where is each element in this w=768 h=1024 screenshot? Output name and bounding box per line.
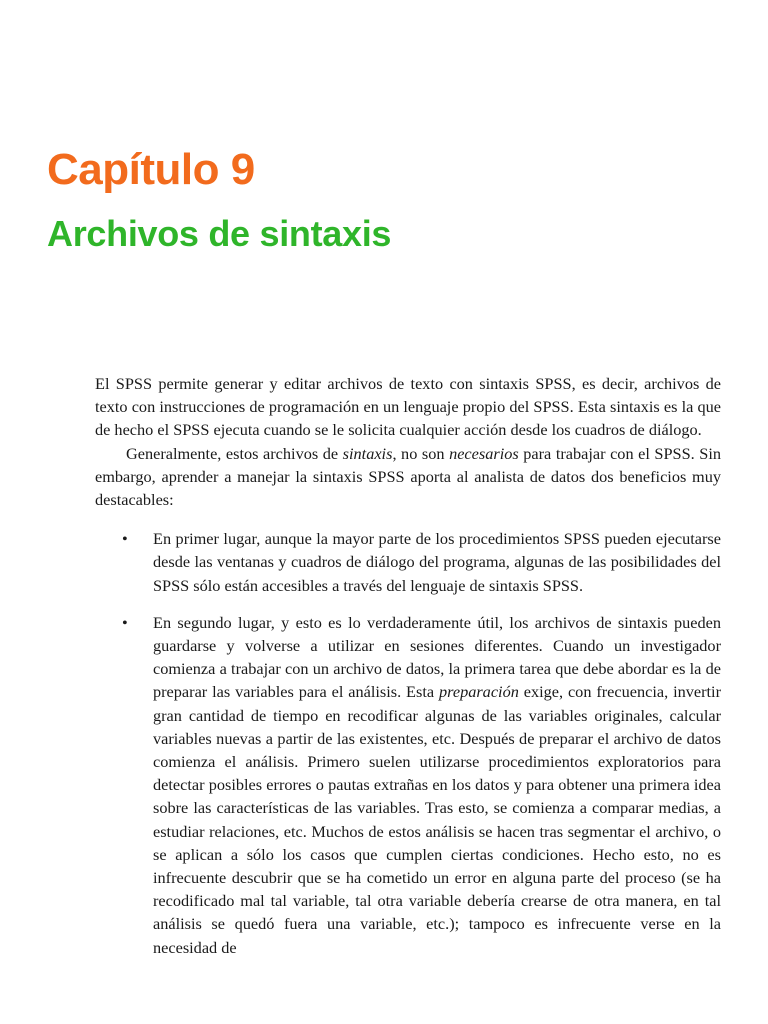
bullet-icon: • bbox=[122, 612, 128, 632]
list-item-text: En primer lugar, aunque la mayor parte de los procedimientos SPSS pueden ejecutarse desde las ventanas y cuadros de diálogo del programa, algunas de las posibilidades del SPSS sólo están accesibles a través del lenguaje de sintaxis SPSS. bbox=[153, 529, 721, 595]
list-item-text-2: exige, con frecuencia, invertir gran cantidad de tiempo en recodificar algunas de las variables originales, calcular variables nuevas a partir de las existentes, etc. Después de preparar el archivo de datos comienza el análisis. Primero suelen utilizarse procedimientos exploratorios para detectar posibles errores o pautas extrañas en los datos y para obtener una primera idea sobre las características de las variables. Tras esto, se comienza a comparar medias, a estudiar relaciones, etc. Muchos de estos análisis se hacen tras segmentar el archivo, o se aplican a sólo los casos que cumplen ciertas condiciones. Hecho esto, no es infrecuente descubrir que se ha cometido un error en alguna parte del proceso (se ha recodificado mal tal variable, tal otra variable debería crearse de otra manera, en tal análisis se quedó fuera una variable, etc.); tampoco es infrecuente verse en la necesidad de bbox=[153, 682, 721, 957]
list-item bbox=[95, 611, 721, 959]
emphasis-necesarios: necesarios bbox=[449, 443, 519, 463]
chapter-title-heading: Archivos de sintaxis bbox=[47, 213, 392, 254]
bullet-icon: • bbox=[122, 529, 128, 549]
intro-paragraph: El SPSS permite generar y editar archivos de texto con sintaxis SPSS, es decir, archivos de texto con instrucciones de programación en un lenguaje propio del SPSS. Esta sintaxis es la que de hecho el SPSS ejecuta cuando se le solicita cualquier acción desde los cuadros de diálogo. bbox=[95, 374, 721, 440]
emphasis-preparacion: preparación bbox=[438, 682, 519, 702]
syntax-paragraph-text-1: Generalmente, estos archivos de bbox=[126, 443, 343, 463]
syntax-paragraph bbox=[95, 442, 721, 512]
chapter-number-heading: Capítulo 9 bbox=[47, 145, 255, 194]
benefits-list bbox=[95, 527, 721, 959]
syntax-paragraph-text-2: , no son bbox=[392, 443, 450, 463]
syntax-paragraph-text-3: para trabajar con el SPSS. Sin embargo, aprender a manejar la sintaxis SPSS aporta al analista de datos dos beneficios muy destacables: bbox=[95, 443, 721, 510]
emphasis-sintaxis: sintaxis bbox=[342, 443, 393, 463]
chapter-body bbox=[95, 372, 721, 959]
list-item bbox=[95, 527, 721, 597]
list-item-text-1: En segundo lugar, y esto es lo verdaderamente útil, los archivos de sintaxis pueden guardarse y volverse a utilizar en sesiones diferentes. Cuando un investigador comienza a trabajar con un archivo de datos, la primera tarea que debe abordar es la de preparar las variables para el análisis. Esta bbox=[153, 612, 721, 702]
